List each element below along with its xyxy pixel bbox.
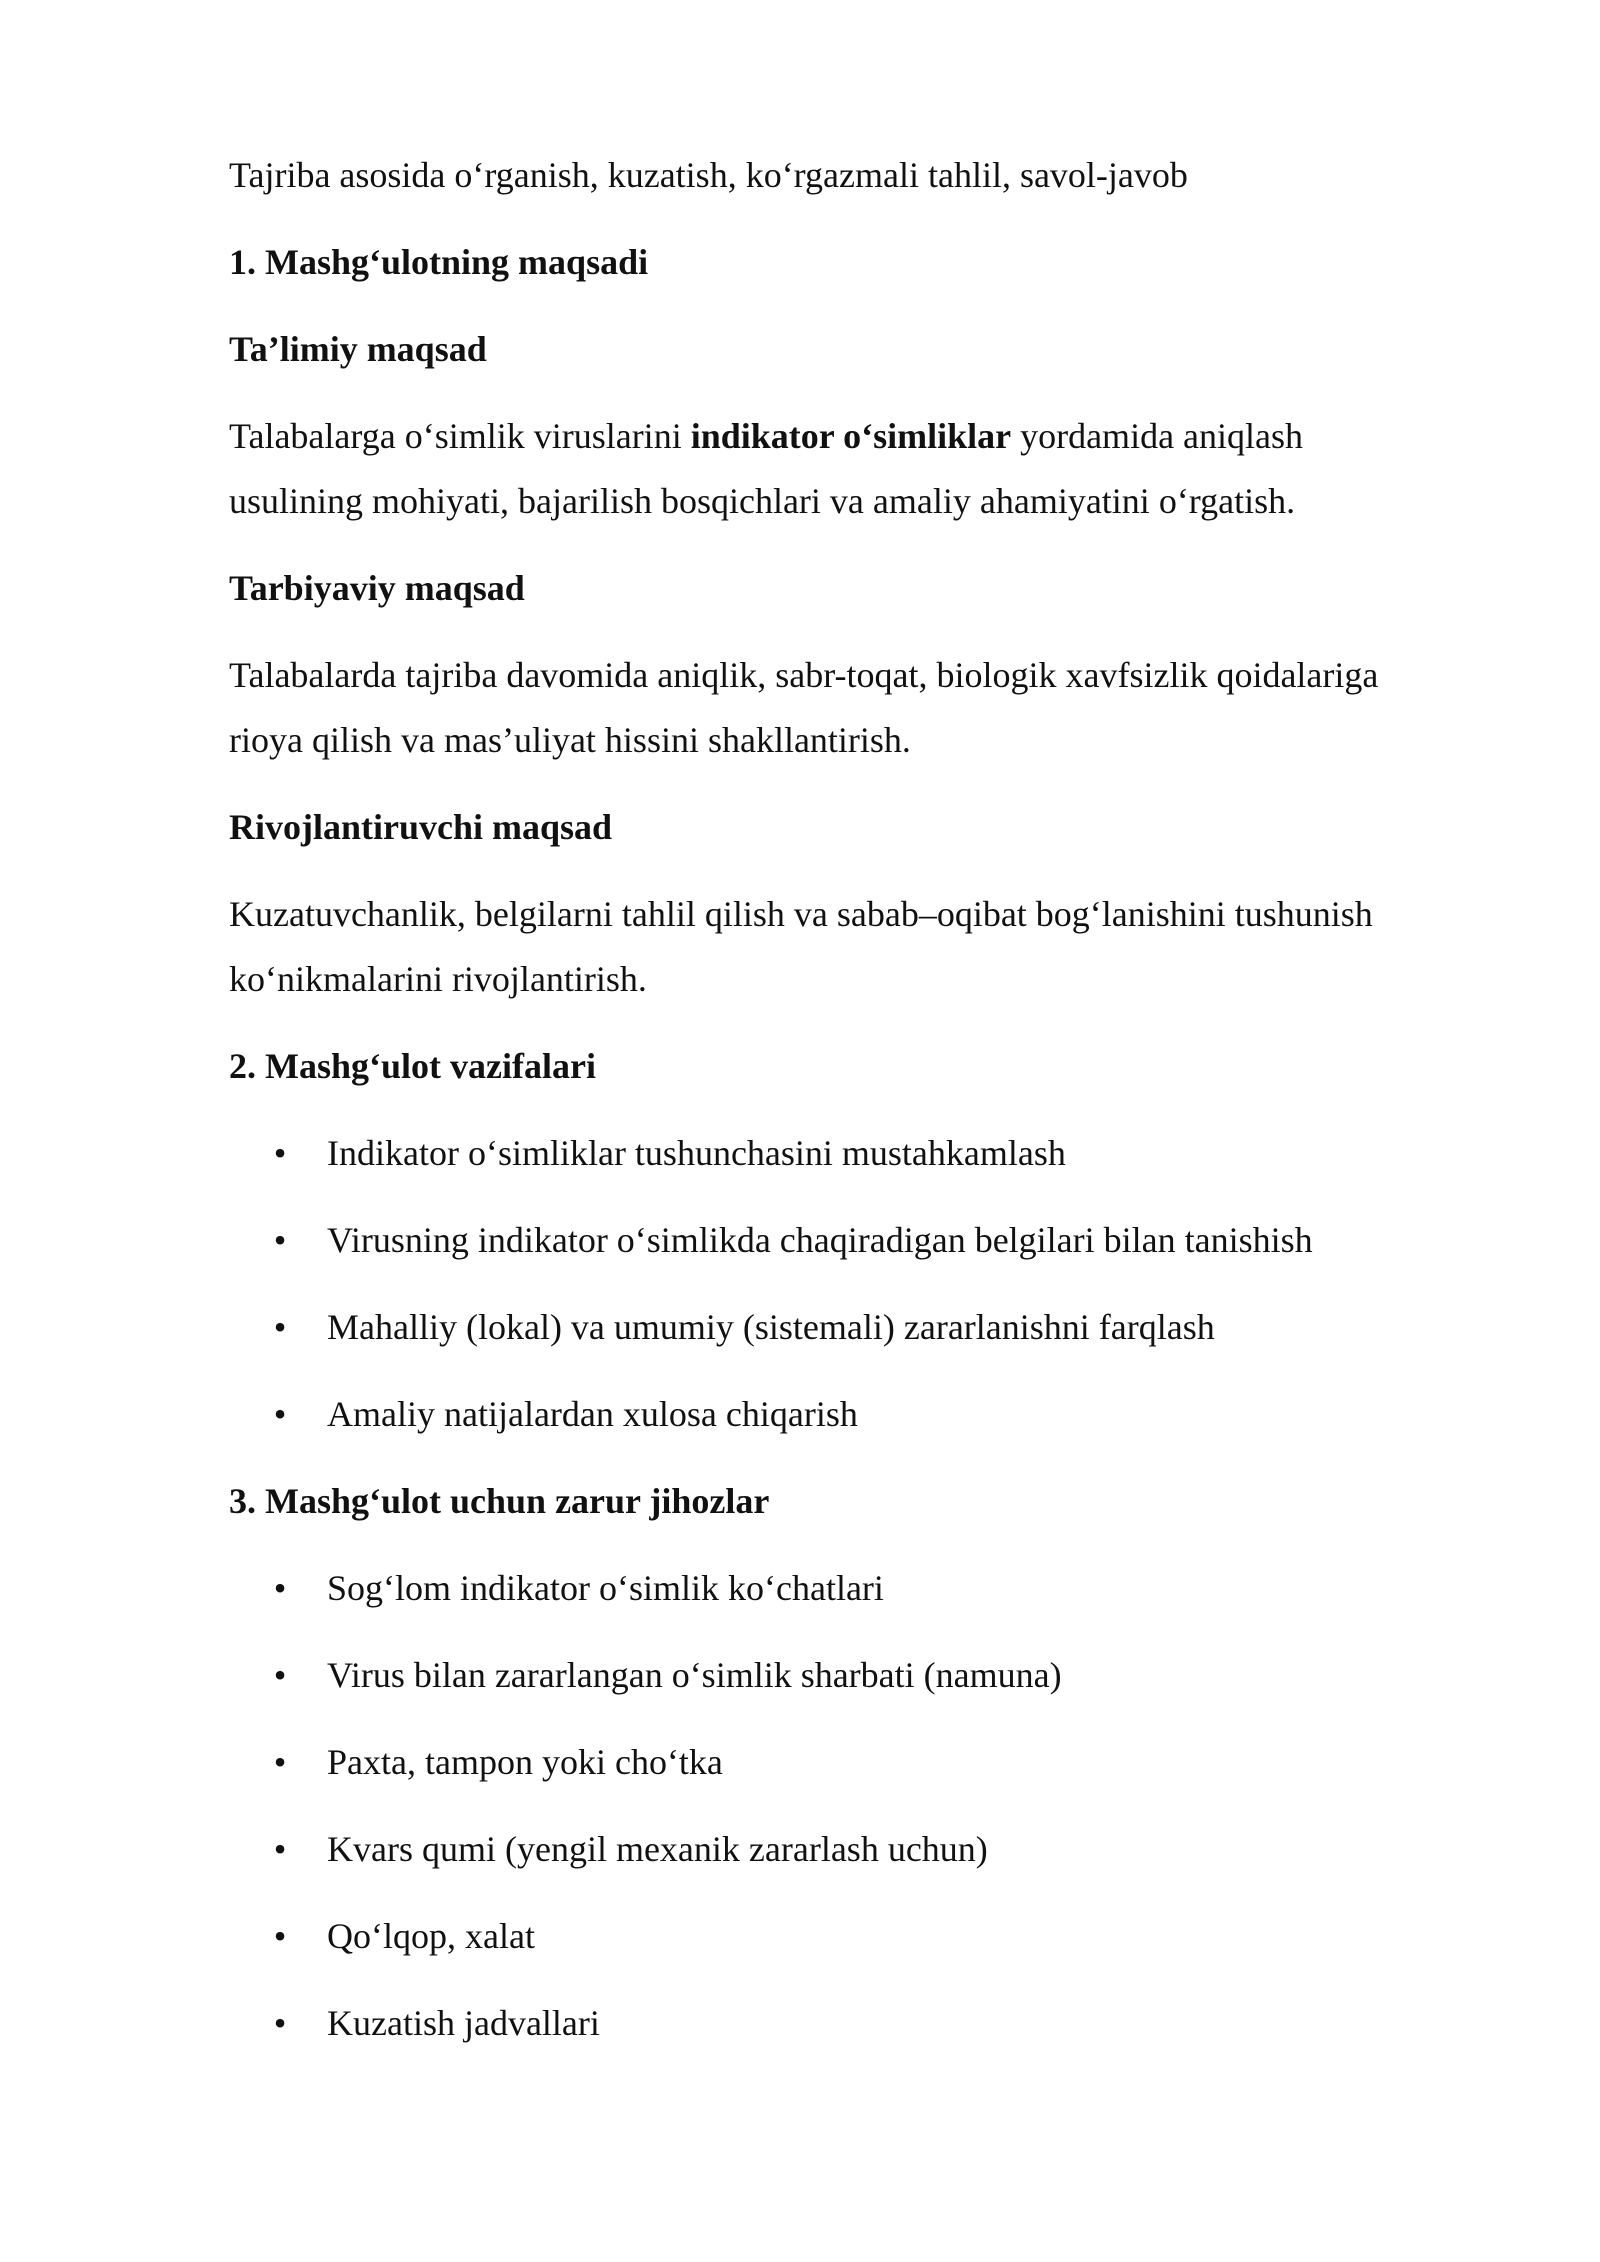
list-item-text: Sog‘lom indikator o‘simlik ko‘chatlari bbox=[327, 1568, 884, 1608]
rivojlantiruvchi-paragraph-line-1: Kuzatuvchanlik, belgilarni tahlil qilish va sabab–oqibat bog‘lanishini tushunish bbox=[229, 894, 1373, 934]
tarbiyaviy-heading: Tarbiyaviy maqsad bbox=[229, 568, 525, 608]
list-item-text: Amaliy natijalardan xulosa chiqarish bbox=[327, 1394, 858, 1434]
list-item-text: Paxta, tampon yoki cho‘tka bbox=[327, 1742, 723, 1782]
talimiy-heading: Ta’limiy maqsad bbox=[229, 329, 487, 369]
list-item-text: Virus bilan zararlangan o‘simlik sharbati (namuna) bbox=[327, 1655, 1062, 1695]
talimiy-paragraph-line-1 bbox=[229, 414, 1303, 458]
tarbiyaviy-paragraph-line-2: rioya qilish va mas’uliyat hissini shakllantirish. bbox=[229, 720, 911, 760]
list-item-text: Qo‘lqop, xalat bbox=[327, 1916, 535, 1956]
bullet-icon: • bbox=[273, 1394, 287, 1434]
bullet-icon: • bbox=[273, 1916, 287, 1956]
bullet-icon: • bbox=[273, 1742, 287, 1782]
bullet-icon: • bbox=[273, 1220, 287, 1260]
talimiy-text-before: Talabalarga o‘simlik viruslarini bbox=[229, 416, 691, 456]
talimiy-text-bold: indikator o‘simliklar bbox=[690, 416, 1012, 456]
list-item-text: Kuzatish jadvallari bbox=[327, 2003, 600, 2043]
list-item-text: Indikator o‘simliklar tushunchasini mustahkamlash bbox=[327, 1133, 1066, 1173]
talimiy-paragraph-line-2: usulining mohiyati, bajarilish bosqichlari va amaliy ahamiyatini o‘rgatish. bbox=[229, 481, 1296, 521]
section-1-heading: 1. Mashg‘ulotning maqsadi bbox=[229, 242, 649, 282]
list-item-text: Kvars qumi (yengil mexanik zararlash uchun) bbox=[327, 1829, 988, 1869]
bullet-icon: • bbox=[273, 1133, 287, 1173]
rivojlantiruvchi-heading: Rivojlantiruvchi maqsad bbox=[229, 807, 613, 847]
bullet-icon: • bbox=[273, 2003, 287, 2043]
bullet-icon: • bbox=[273, 1829, 287, 1869]
section-3-heading: 3. Mashg‘ulot uchun zarur jihozlar bbox=[229, 1481, 770, 1521]
bullet-icon: • bbox=[273, 1307, 287, 1347]
intro-line: Tajriba asosida o‘rganish, kuzatish, ko‘rgazmali tahlil, savol-javob bbox=[229, 155, 1188, 195]
bullet-icon: • bbox=[273, 1655, 287, 1695]
list-item-text: Mahalliy (lokal) va umumiy (sistemali) zararlanishni farqlash bbox=[327, 1307, 1215, 1347]
bullet-icon: • bbox=[273, 1568, 287, 1608]
rivojlantiruvchi-paragraph-line-2: ko‘nikmalarini rivojlantirish. bbox=[229, 959, 647, 999]
tarbiyaviy-paragraph-line-1: Talabalarda tajriba davomida aniqlik, sabr-toqat, biologik xavfsizlik qoidalariga bbox=[229, 655, 1379, 695]
list-item-text: Virusning indikator o‘simlikda chaqiradigan belgilari bilan tanishish bbox=[327, 1220, 1313, 1260]
section-2-heading: 2. Mashg‘ulot vazifalari bbox=[229, 1046, 596, 1086]
talimiy-text-after: yordamida aniqlash bbox=[1011, 416, 1304, 456]
